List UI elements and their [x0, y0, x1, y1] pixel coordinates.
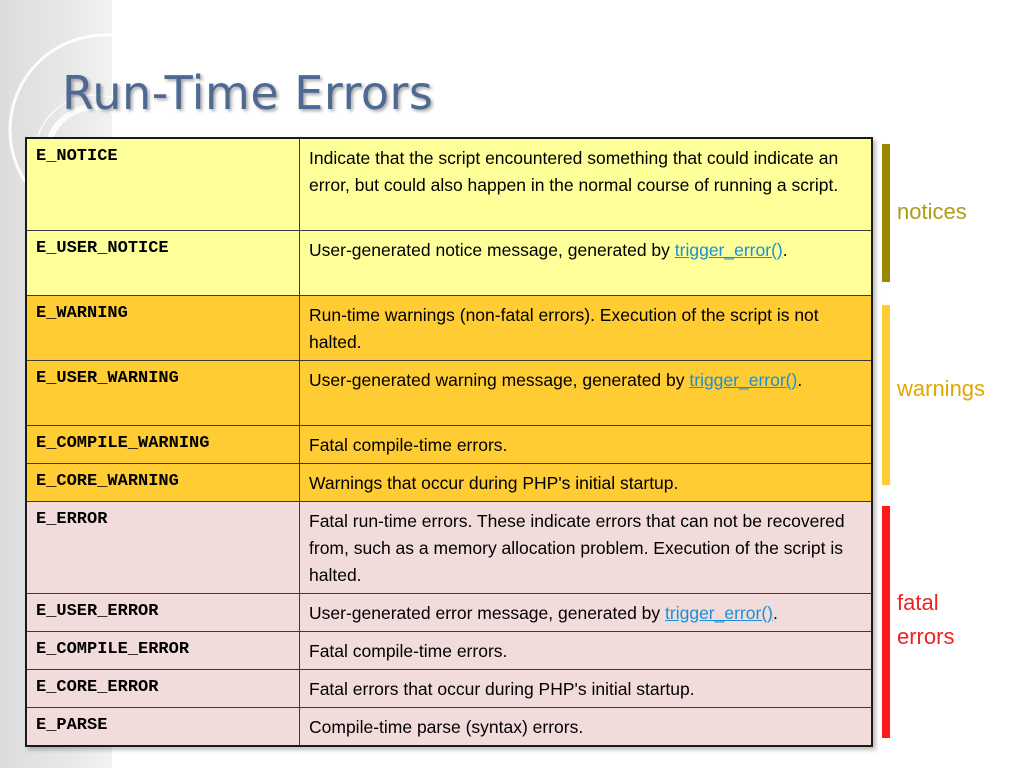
- fatal-errors-label: fatal errors: [897, 590, 955, 649]
- trigger-error-link[interactable]: trigger_error(): [689, 370, 798, 390]
- table-row: [26, 426, 872, 464]
- page-title: Run-Time Errors: [62, 66, 434, 120]
- error-code: E_ERROR: [26, 502, 300, 594]
- table-row: [26, 632, 872, 670]
- table-row: [26, 361, 872, 426]
- error-description: Warnings that occur during PHP's initial startup.: [300, 464, 873, 502]
- error-code: E_CORE_WARNING: [26, 464, 300, 502]
- table-row: [26, 138, 872, 231]
- error-description: User-generated warning message, generated by trigger_error().: [300, 361, 873, 426]
- fatal-errors-group-bar: [882, 506, 890, 738]
- error-description: Run-time warnings (non-fatal errors). Execution of the script is not halted.: [300, 296, 873, 361]
- table-row: [26, 670, 872, 708]
- warnings-group-bar: [882, 305, 890, 485]
- error-description: User-generated error message, generated by trigger_error().: [300, 594, 873, 632]
- error-code: E_USER_WARNING: [26, 361, 300, 426]
- error-description: Indicate that the script encountered something that could indicate an error, but could also happen in the normal course of running a script.: [300, 138, 873, 231]
- error-description: User-generated notice message, generated by trigger_error().: [300, 231, 873, 296]
- error-description: Fatal compile-time errors.: [300, 426, 873, 464]
- trigger-error-link[interactable]: trigger_error(): [665, 603, 773, 623]
- table-row: [26, 708, 872, 747]
- error-code: E_WARNING: [26, 296, 300, 361]
- table-row: [26, 296, 872, 361]
- warnings-label: warnings: [897, 376, 986, 401]
- table-row: [26, 231, 872, 296]
- error-description: Fatal run-time errors. These indicate errors that can not be recovered from, such as a memory allocation problem. Execution of the script is halted.: [300, 502, 873, 594]
- table-row: [26, 502, 872, 594]
- error-code: E_USER_NOTICE: [26, 231, 300, 296]
- table-row: [26, 464, 872, 502]
- notices-label: notices: [897, 199, 967, 224]
- error-code: E_PARSE: [26, 708, 300, 747]
- error-code: E_NOTICE: [26, 138, 300, 231]
- error-description: Fatal errors that occur during PHP's initial startup.: [300, 670, 873, 708]
- error-levels-table: [25, 137, 873, 747]
- notices-group-bar: [882, 144, 890, 282]
- error-code: E_COMPILE_WARNING: [26, 426, 300, 464]
- error-code: E_USER_ERROR: [26, 594, 300, 632]
- trigger-error-link[interactable]: trigger_error(): [674, 240, 783, 260]
- table-row: [26, 594, 872, 632]
- error-code: E_CORE_ERROR: [26, 670, 300, 708]
- error-description: Compile-time parse (syntax) errors.: [300, 708, 873, 747]
- error-code: E_COMPILE_ERROR: [26, 632, 300, 670]
- error-description: Fatal compile-time errors.: [300, 632, 873, 670]
